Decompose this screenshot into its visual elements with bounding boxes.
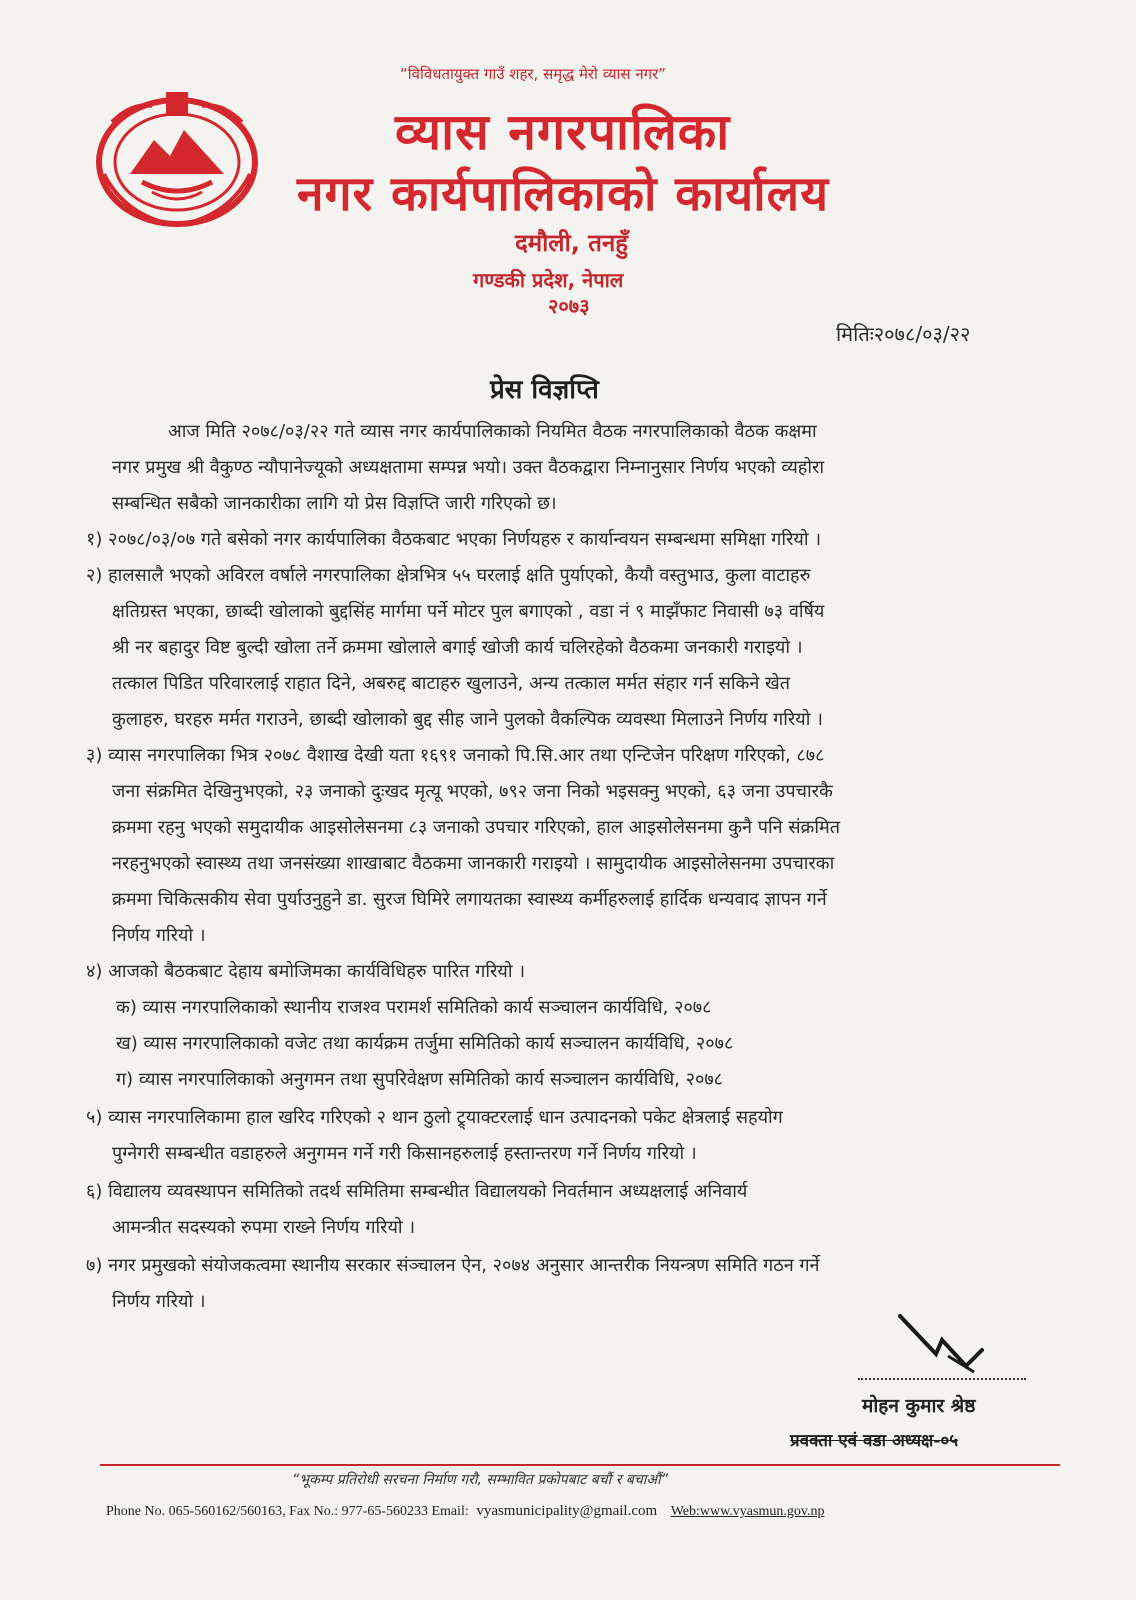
signer-name: मोहन कुमार श्रेष्ठ bbox=[862, 1395, 976, 1417]
body-line: नरहनुभएको स्वास्थ्य तथा जनसंख्या शाखाबाट वैठकमा जानकारी गराइयो । सामुदायीक आइसोलेसनमा उपचारका bbox=[112, 853, 835, 874]
contact-phone-fax: Phone No. 065-560162/560163, Fax No.: 977-65-560233 Email: bbox=[106, 1504, 469, 1519]
handwritten-signature bbox=[896, 1310, 986, 1380]
body-line: आज मिति २०७८/०३/२२ गते व्यास नगर कार्यपालिकाको नियमित वैठक नगरपालिकाको वैठक कक्षमा bbox=[168, 421, 817, 442]
body-line: क्रममा रहनु भएको समुदायीक आइसोलेसनमा ८३ जनाको उपचार गरिएको, हाल आइसोलेसनमा कुनै पनि संक्रमित bbox=[112, 817, 841, 838]
body-line: आमन्त्रीत सदस्यको रुपमा राख्ने निर्णय गरियो । bbox=[112, 1217, 416, 1238]
body-line: ३) व्यास नगरपालिका भित्र २०७८ वैशाख देखी यता १६९१ जनाको पि.सि.आर तथा एन्टिजेन परिक्षण गरिएको, ८७८ bbox=[86, 745, 825, 766]
body-line: तत्काल पिडित परिवारलाई राहात दिने, अबरुद्द बाटाहरु खुलाउने, अन्य तत्काल मर्मत संहार गर्न सकिने खेत bbox=[112, 673, 791, 694]
body-line: नगर प्रमुख श्री वैकुण्ठ न्यौपानेज्यूको अध्यक्षतामा सम्पन्न भयो। उक्त वैठकद्वारा निम्नानुसार निर्णय भएको व्यहोरा bbox=[112, 457, 825, 478]
signature-line bbox=[858, 1378, 1026, 1380]
body-line: ख) व्यास नगरपालिकाको वजेट तथा कार्यक्रम तर्जुमा समितिको कार्य सञ्चालन कार्यविधि, २०७८ bbox=[116, 1033, 734, 1054]
address-city: दमौली, तनहुँ bbox=[515, 229, 629, 257]
established-year: २०७३ bbox=[548, 294, 590, 318]
body-line: ग) व्यास नगरपालिकाको अनुगमन तथा सुपरिवेक्षण समितिको कार्य सञ्चालन कार्यविधि, २०७८ bbox=[116, 1069, 724, 1090]
body-line: क्षतिग्रस्त भएका, छाब्दी खोलाको बुद्दसिंह मार्गमा पर्ने मोटर पुल बगाएको , वडा नं ९ माझँफाट निवासी ७३ वर्षिय bbox=[112, 601, 825, 622]
letterhead-motto: “विविधतायुक्त गाउँ शहर, समृद्ध मेरो व्यास नगर” bbox=[400, 65, 667, 83]
contact-email-link[interactable]: vyasmunicipality@gmail.com bbox=[476, 1503, 658, 1519]
address-province: गण्डकी प्रदेश, नेपाल bbox=[473, 268, 624, 292]
body-line: ६) विद्यालय व्यवस्थापन समितिको तदर्थ समितिमा सम्बन्धीत विद्यालयको निवर्तमान अध्यक्षलाई अनिवार्य bbox=[86, 1181, 748, 1202]
body-line: क्रममा चिकित्सकीय सेवा पुर्याउनुहुने डा. सुरज घिमिरे लगायतका स्वास्थ्य कर्मीहरुलाई हार्दिक धन्यवाद ज्ञापन गर्ने bbox=[112, 889, 827, 910]
footer-contact bbox=[106, 1503, 824, 1520]
nepal-government-emblem-icon bbox=[92, 82, 262, 232]
contact-website-link[interactable]: Web:www.vyasmun.gov.np bbox=[670, 1504, 825, 1519]
body-line: श्री नर बहादुर विष्ट बुल्दी खोला तर्ने क्रममा खोलाले बगाई खोजी कार्य चलिरहेको वैठकमा जनकारी गराइयो । bbox=[112, 637, 803, 658]
municipality-name: व्यास नगरपालिका bbox=[395, 103, 731, 161]
document-date: मितिः२०७८/०३/२२ bbox=[836, 322, 971, 346]
body-line: सम्बन्धित सबैको जानकारीका लागि यो प्रेस विज्ञप्ति जारी गरिएको छ। bbox=[112, 493, 557, 514]
body-line: ५) व्यास नगरपालिकामा हाल खरिद गरिएको २ थान ठुलो ट्र्याक्टरलाई धान उत्पादनको पकेट क्षेत्रलाई सहयोग bbox=[86, 1107, 783, 1128]
body-line: निर्णय गरियो । bbox=[112, 1291, 206, 1312]
body-line: जना संक्रमित देखिनुभएको, २३ जनाको दुःखद मृत्यू भएको, ७९२ जना निको भइसक्नु भएको, ६३ जना उपचारकै bbox=[112, 781, 833, 802]
signer-designation: प्रवक्ता एवं वडा अध्यक्ष-०५ bbox=[790, 1431, 959, 1451]
body-line: २) हालसालै भएको अविरल वर्षाले नगरपालिका क्षेत्रभित्र ५५ घरलाई क्षति पुर्याएको, कैयौ वस्तुभाउ, कुला वाटाहरु bbox=[86, 565, 811, 586]
document-heading: प्रेस विज्ञप्ति bbox=[490, 375, 599, 405]
footer-divider bbox=[100, 1464, 1060, 1466]
body-line: ७) नगर प्रमुखको संयोजकत्वमा स्थानीय सरकार संञ्चालन ऐन, २०७४ अनुसार आन्तरीक नियन्त्रण समिति गठन गर्ने bbox=[86, 1255, 820, 1276]
body-line: कुलाहरु, घरहरु मर्मत गराउने, छाब्दी खोलाको बुद्द सीह जाने पुलको वैकल्पिक व्यवस्था मिलाउने निर्णय गरियो । bbox=[112, 709, 823, 730]
office-name: नगर कार्यपालिकाको कार्यालय bbox=[297, 166, 830, 222]
body-line: १) २०७८/०३/०७ गते बसेको नगर कार्यपालिका वैठकबाट भएका निर्णयहरु र कार्यान्वयन सम्बन्धमा समिक्षा गरियो । bbox=[86, 529, 822, 550]
body-line: क) व्यास नगरपालिकाको स्थानीय राजश्व परामर्श समितिको कार्य सञ्चालन कार्यविधि, २०७८ bbox=[116, 997, 712, 1018]
body-line: पुग्नेगरी सम्बन्धीत वडाहरुले अनुगमन गर्ने गरी किसानहरुलाई हस्तान्तरण गर्ने निर्णय गरियो । bbox=[112, 1143, 697, 1164]
footer-motto: “भूकम्प प्रतिरोधी सरचना निर्माण गरौ, सम्भावित प्रकोपबाट बचौं र बचाऔं” bbox=[292, 1472, 668, 1488]
body-line: निर्णय गरियो । bbox=[112, 925, 206, 946]
body-line: ४) आजको बैठकबाट देहाय बमोजिमका कार्यविधिहरु पारित गरियो । bbox=[86, 961, 526, 982]
